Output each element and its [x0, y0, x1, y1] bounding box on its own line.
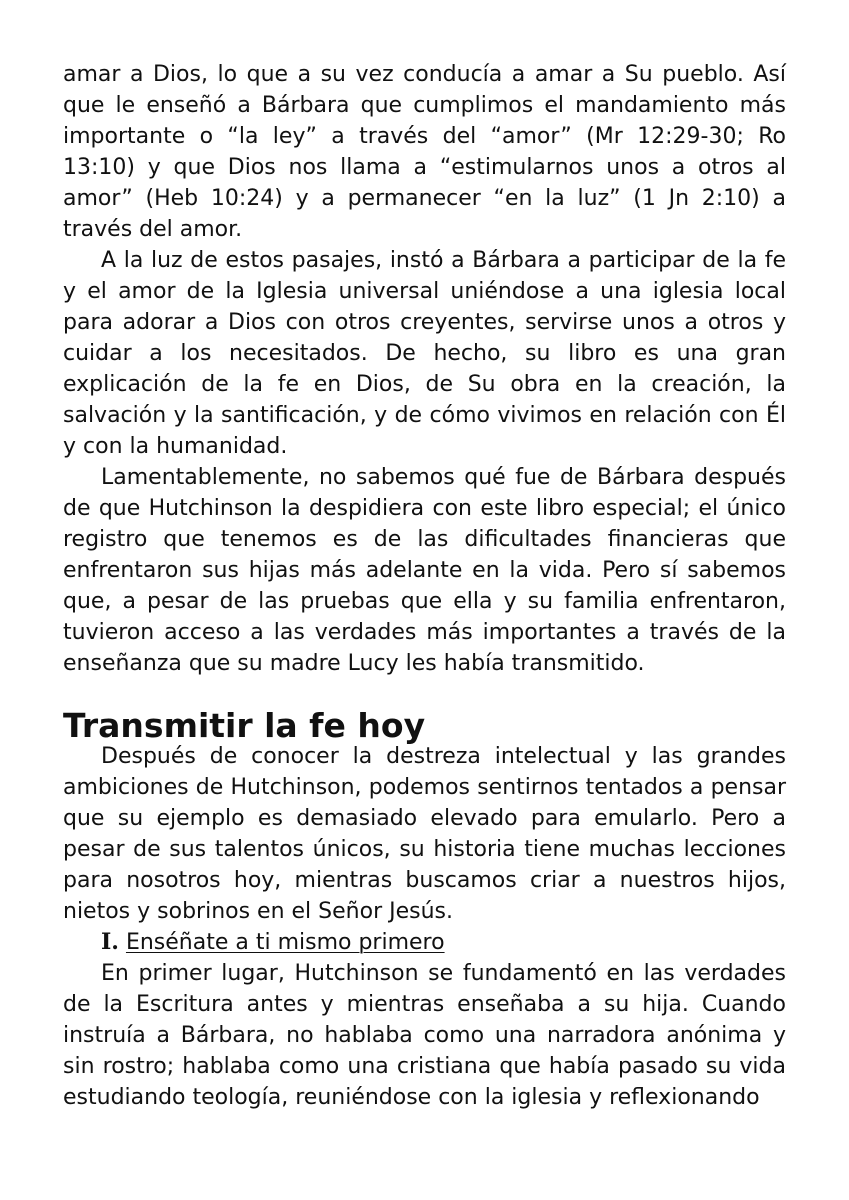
paragraph-continuation: amar a Dios, lo que a su vez conducía a amar a Su pueblo. Así que le enseñó a Bárbara que cumplimos el mandamiento más importante o “la ley” a través del “amor” (Mr 12:29-30; Ro 13:10) y que Dios nos llama a “estimularnos unos a otros al amor” (Heb 10:24) y a permanecer “en la luz” (1 Jn 2:10) a través del amor. — [63, 62, 786, 242]
section-heading: Transmitir la fe hoy — [63, 706, 426, 745]
paragraph-scripture-passages: A la luz de estos pasajes, instó a Bárbara a participar de la fe y el amor de la Iglesia universal uniéndose a una iglesia local para adorar a Dios con otros creyentes, servirse unos a otros y cuidar a los necesitados. De hecho, su libro es una gran explicación de la fe en Dios, de Su obra en la creación, la salvación y la santificación, y de cómo vivimos en relación con Él y con la humanidad. — [63, 248, 786, 459]
subsection-heading — [63, 927, 786, 958]
page-body — [63, 59, 786, 1113]
paragraph-barbara-fate: Lamentablemente, no sabemos qué fue de Bárbara después de que Hutchinson la despidiera con este libro especial; el único registro que tenemos es de las dificultades financieras que enfrentaron sus hijas más adelante en la vida. Pero sí sabemos que, a pesar de las pruebas que ella y su familia enfrentaron, tuvieron acceso a las verdades más importantes a través de la enseñanza que su madre Lucy les había transmitido. — [63, 465, 786, 676]
paragraph-subsection-body: En primer lugar, Hutchinson se fundamentó en las verdades de la Escritura antes y mientras enseñaba a su hija. Cuando instruía a Bárbara, no hablaba como una narradora anónima y sin rostro; hablaba como una cristiana que había pasado su vida estudiando teología, reuniéndose con la iglesia y reflexionando — [63, 961, 786, 1110]
subsection-numeral: I. — [101, 929, 119, 955]
paragraph-section-intro: Después de conocer la destreza intelectual y las grandes ambiciones de Hutchinson, podemos sentirnos tentados a pensar que su ejemplo es demasiado elevado para emularlo. Pero a pesar de sus talentos únicos, su historia tiene muchas lecciones para nosotros hoy, mientras buscamos criar a nuestros hijos, nietos y sobrinos en el Señor Jesús. — [63, 744, 786, 924]
subsection-title: Enséñate a ti mismo primero — [125, 930, 445, 955]
